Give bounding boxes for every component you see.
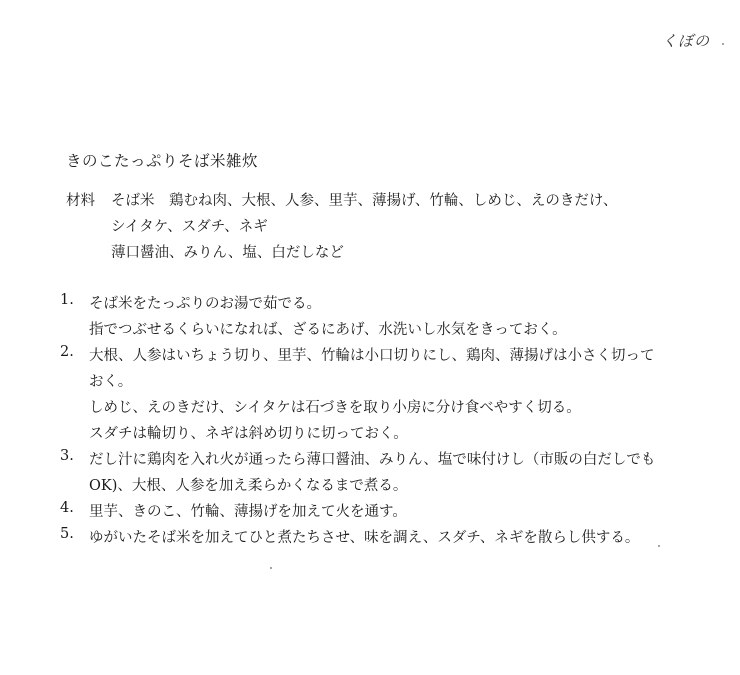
step-line: ゆがいたそば米を加えてひと煮たちさせ、味を調え、スダチ、ネギを散らし供する。 xyxy=(89,530,640,546)
step-number: 3. xyxy=(60,448,74,464)
step-number: 1. xyxy=(60,292,74,308)
step-line: 大根、人参はいちょう切り、里芋、竹輪は小口切りにし、鶏肉、薄揚げは小さく切って xyxy=(89,348,655,364)
step-number: 4. xyxy=(60,500,74,516)
step-number: 2. xyxy=(60,344,74,360)
step-number: 5. xyxy=(60,526,74,542)
step-line: 指でつぶせるくらいになれば、ざるにあげ、水洗いし水気をきっておく。 xyxy=(89,322,567,338)
ingredients-label: 材料 xyxy=(66,193,95,209)
scan-speck xyxy=(270,567,272,569)
scan-speck xyxy=(658,545,660,547)
step-line: おく。 xyxy=(89,374,133,390)
step-line: だし汁に鶏肉を入れ火が通ったら薄口醤油、みりん、塩で味付けし（市販の白だしでも xyxy=(89,452,656,468)
handwritten-note: くぼの xyxy=(662,32,711,50)
step-line: 里芋、きのこ、竹輪、薄揚げを加えて火を通す。 xyxy=(89,504,407,520)
ingredients-line: シイタケ、スダチ、ネギ xyxy=(111,219,268,235)
step-line: そば米をたっぷりのお湯で茹でる。 xyxy=(89,296,321,312)
step-line: しめじ、えのきだけ、シイタケは石づきを取り小房に分け食べやすく切る。 xyxy=(89,400,581,416)
step-line: スダチは輪切り、ネギは斜め切りに切っておく。 xyxy=(89,426,408,442)
ingredients-line: 薄口醤油、みりん、塩、白だしなど xyxy=(111,245,344,261)
ingredients-line: そば米 鶏むね肉、大根、人参、里芋、薄揚げ、竹輪、しめじ、えのきだけ、 xyxy=(111,193,618,209)
scan-speck xyxy=(722,43,724,45)
recipe-title: きのこたっぷりそば米雑炊 xyxy=(66,152,259,170)
step-line: OK)、大根、人参を加え柔らかくなるまで煮る。 xyxy=(89,478,408,494)
